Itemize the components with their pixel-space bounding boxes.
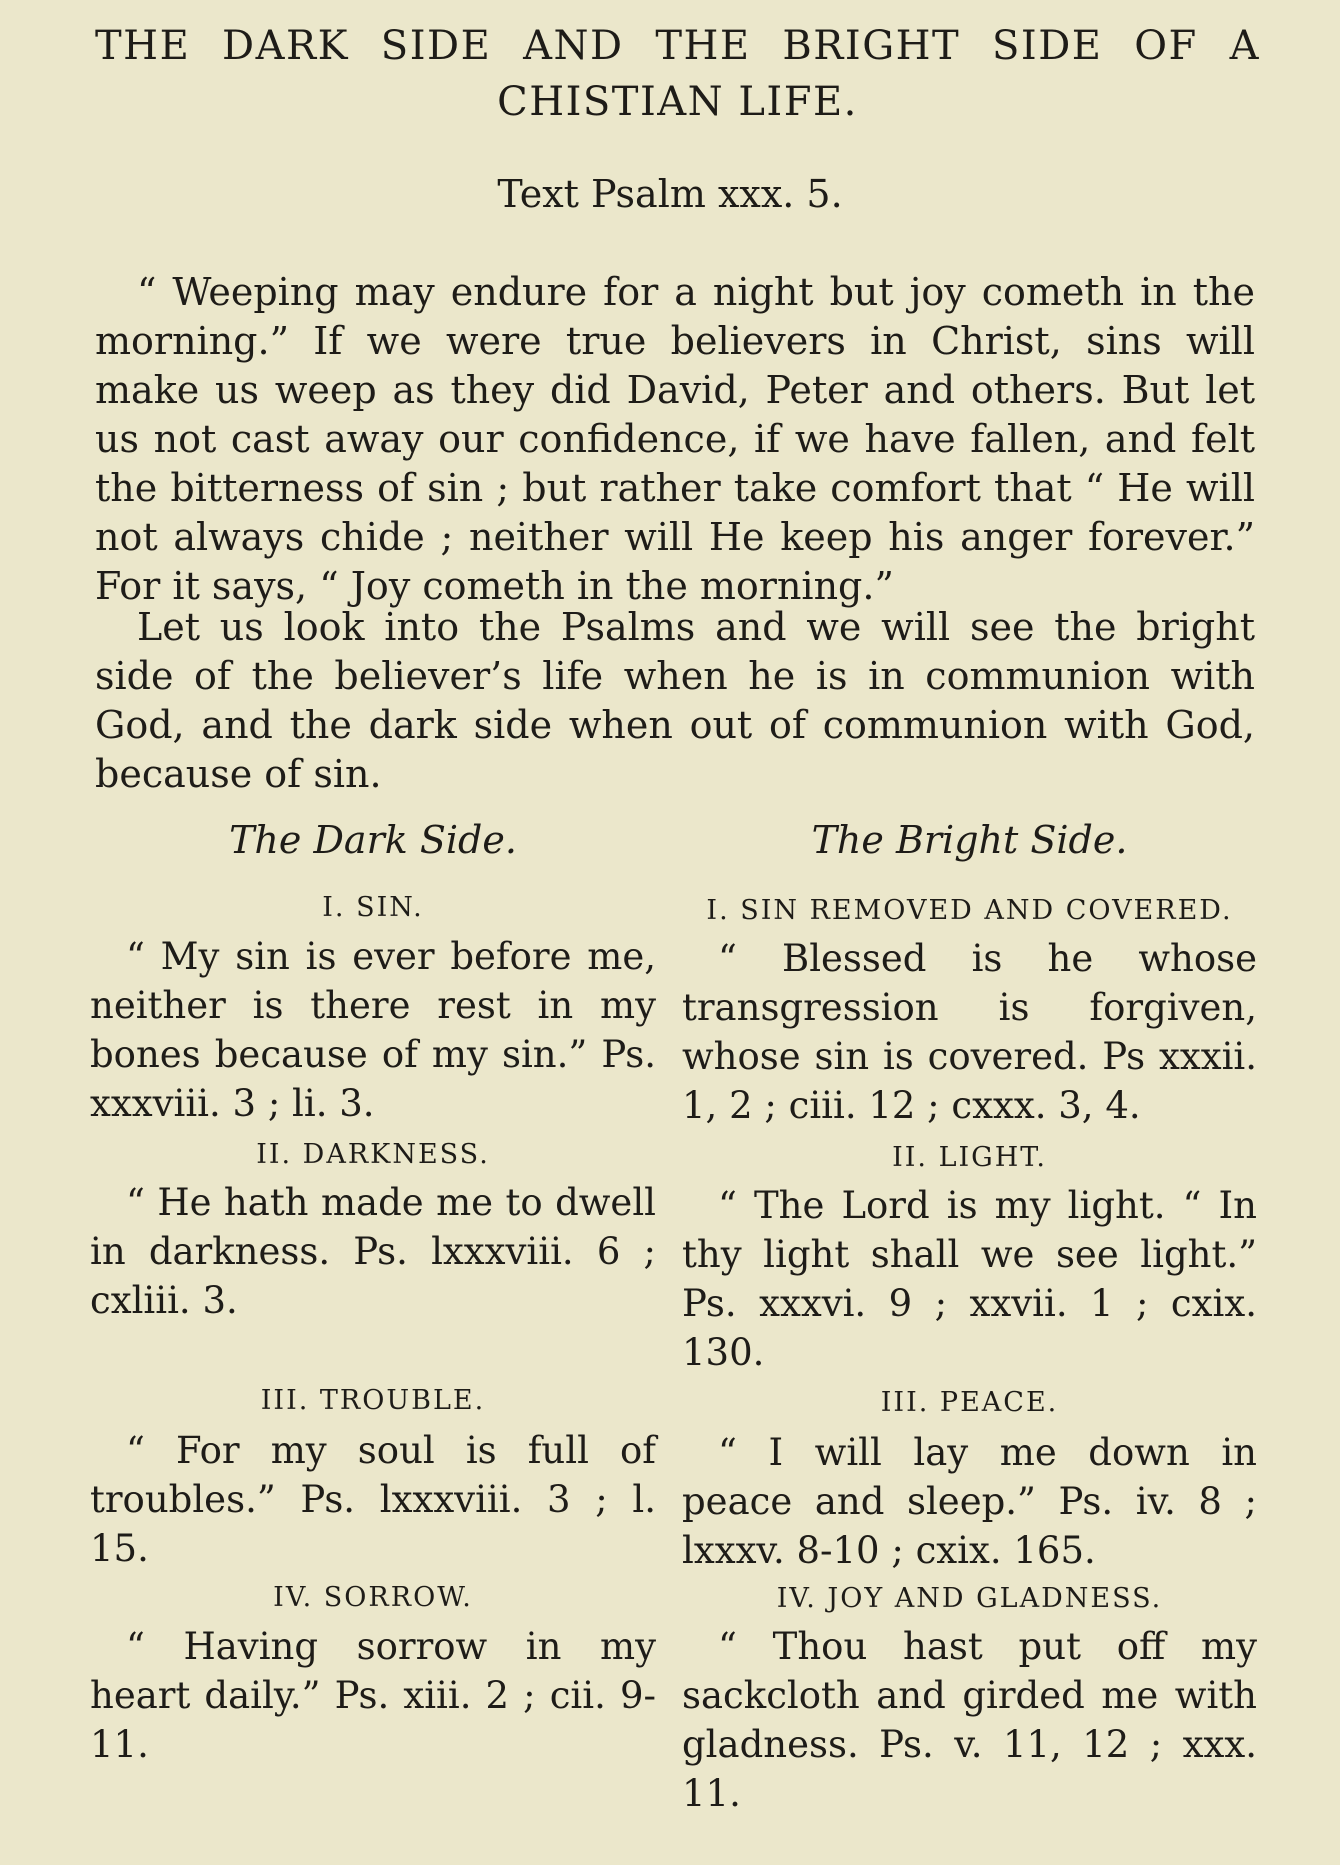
dark-section-title: III. TROUBLE. [260,1385,486,1416]
page-title [95,18,1260,130]
title-line-2: CHISTIAN LIFE. [497,79,858,125]
dark-side-heading: The Dark Side. [229,818,517,862]
bright-side-heading: The Bright Side. [811,818,1128,862]
intro-paragraph: “ Weeping may endure for a night but joy cometh in the morning.” If we were true believers in Christ, sins will make us weep as they did David, Peter and others. But let us not cast away our confidence, if we have fallen, and felt the bitterness of sin ; but rather take comfort that “ He will not always chide ; neither will He keep his anger forever.” For it says, “ Joy cometh in the morning.” [95,270,1255,608]
bright-section-text: “ The Lord is my light. “ In thy light shall we see light.” Ps. xxxvi. 9 ; xxvii. 1 ; cxix. 130. [682,1184,1257,1374]
bright-section-title: II. LIGHT. [892,1142,1047,1173]
bright-section-text: “ Thou hast put off my sackcloth and girded me with gladness. Ps. v. 11, 12 ; xxx. 11. [682,1625,1257,1815]
bright-section-title: I. SIN REMOVED AND COVERED. [706,895,1233,926]
second-paragraph: Let us look into the Psalms and we will see the bright side of the believer’s life when he is in communion with God, and the dark side when out of communion with God, because of sin. [95,605,1255,796]
dark-section-title: II. DARKNESS. [256,1139,490,1170]
dark-section-text: “ Having sorrow in my heart daily.” Ps. xiii. 2 ; cii. 9-11. [90,1625,656,1766]
dark-section-text: “ My sin is ever before me, neither is there rest in my bones because of my sin.” Ps. xxxviii. 3 ; li. 3. [90,935,656,1125]
bright-section-title: III. PEACE. [880,1387,1059,1418]
bright-section-text: “ Blessed is he whose transgression is forgiven, whose sin is covered. Ps xxxii. 1, 2 ; ciii. 12 ; cxxx. 3, 4. [682,937,1257,1127]
bright-section-title: IV. JOY AND GLADNESS. [776,1583,1163,1614]
title-line-1: THE DARK SIDE AND THE BRIGHT SIDE OF A [95,23,1260,69]
dark-section-text: “ He hath made me to dwell in darkness. Ps. lxxxviii. 6 ; cxliii. 3. [90,1181,656,1322]
dark-section-text: “ For my soul is full of troubles.” Ps. lxxxviii. 3 ; l. 15. [90,1429,656,1570]
dark-section-title: I. SIN. [322,892,424,923]
text-reference: Text Psalm xxx. 5. [497,172,843,216]
dark-section-title: IV. SORROW. [273,1582,473,1613]
bright-section-text: “ I will lay me down in peace and sleep.” Ps. iv. 8 ; lxxxv. 8-10 ; cxix. 165. [682,1431,1257,1572]
